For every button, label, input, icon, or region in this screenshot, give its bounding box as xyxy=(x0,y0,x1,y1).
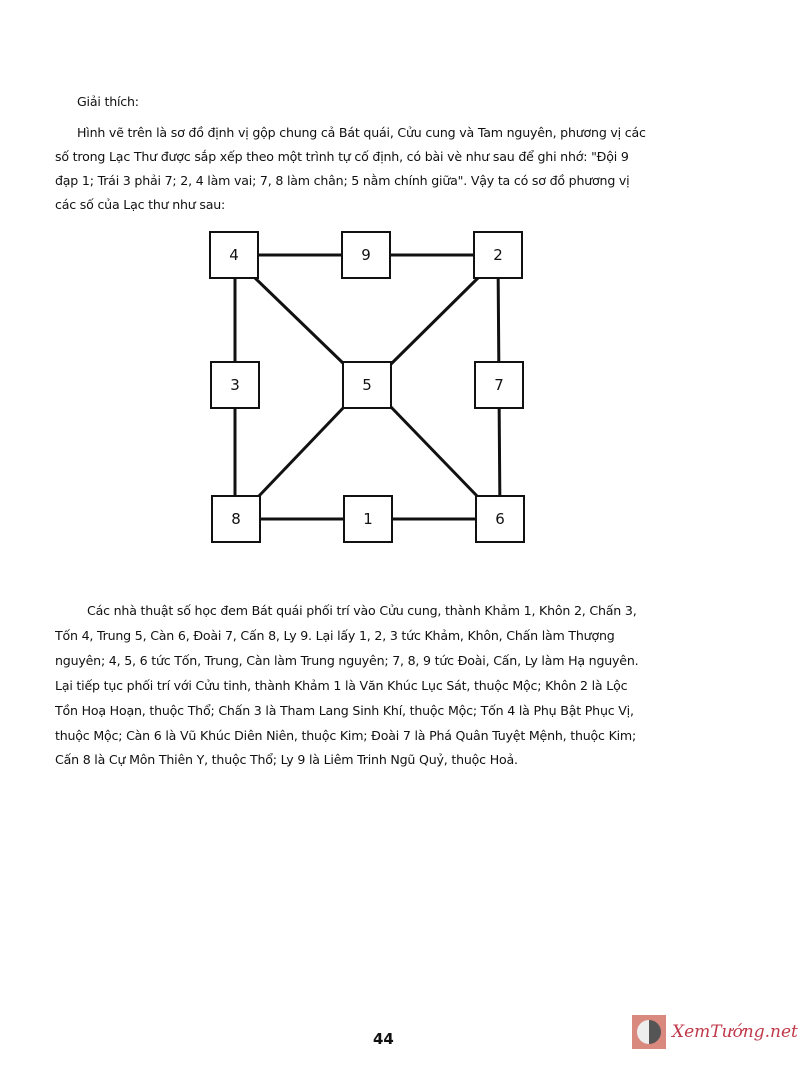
para1-line: số trong Lạc Thư được sắp xếp theo một trình tự cố định, có bài vè như sau để ghi nhớ: "Đội 9 xyxy=(55,149,629,164)
box-4: 4 xyxy=(209,231,259,279)
box-3: 3 xyxy=(210,361,260,409)
diag-tl xyxy=(255,278,345,365)
box-9: 9 xyxy=(341,231,391,279)
watermark-text: XemTướng.net xyxy=(672,1022,798,1042)
para2-line: Tồn Hoạ Hoạn, thuộc Thổ; Chấn 3 là Tham Lang Sinh Khí, thuộc Mộc; Tốn 4 là Phụ Bật Phục Vị, xyxy=(55,703,634,718)
para2-line: Cấn 8 là Cự Môn Thiên Y, thuộc Thổ; Ly 9 là Liêm Trinh Ngũ Quỷ, thuộc Hoả. xyxy=(55,752,518,767)
para1-line: Hình vẽ trên là sơ đồ định vị gộp chung cả Bát quái, Cửu cung và Tam nguyên, phương vị các xyxy=(77,125,646,140)
para1-line: đạp 1; Trái 3 phải 7; 2, 4 làm vai; 7, 8 làm chân; 5 nằm chính giữa". Vậy ta có sơ đồ phương vị xyxy=(55,173,630,188)
box-6: 6 xyxy=(475,495,525,543)
box-7: 7 xyxy=(474,361,524,409)
para2-line: nguyên; 4, 5, 6 tức Tốn, Trung, Càn làm Trung nguyên; 7, 8, 9 tức Đoài, Cấn, Ly làm Hạ nguyên. xyxy=(55,653,639,668)
para2-line: Các nhà thuật số học đem Bát quái phối trí vào Cửu cung, thành Khảm 1, Khôn 2, Chấn 3, xyxy=(87,603,637,618)
diag-br xyxy=(390,406,478,497)
box-5: 5 xyxy=(342,361,392,409)
para1-line: các số của Lạc thư như sau: xyxy=(55,197,226,212)
watermark-logo xyxy=(632,1015,798,1049)
heading: Giải thích: xyxy=(77,94,139,109)
para2-line: thuộc Mộc; Càn 6 là Vũ Khúc Diên Niên, thuộc Kim; Đoài 7 là Phá Quân Tuyệt Mệnh, thuộc Kim; xyxy=(55,728,637,743)
page-number: 44 xyxy=(373,1030,394,1048)
box-2: 2 xyxy=(473,231,523,279)
box-8: 8 xyxy=(211,495,261,543)
yin-yang-icon xyxy=(632,1015,666,1049)
box-1: 1 xyxy=(343,495,393,543)
diag-tr xyxy=(390,278,478,365)
para2-line: Tốn 4, Trung 5, Càn 6, Đoài 7, Cấn 8, Ly 9. Lại lấy 1, 2, 3 tức Khảm, Khôn, Chấn làm Thượng xyxy=(55,628,615,643)
para2-line: Lại tiếp tục phối trí với Cửu tinh, thành Khảm 1 là Văn Khúc Lục Sát, thuộc Mộc; Khôn 2 là Lộc xyxy=(55,678,628,693)
diag-bl xyxy=(258,406,345,497)
